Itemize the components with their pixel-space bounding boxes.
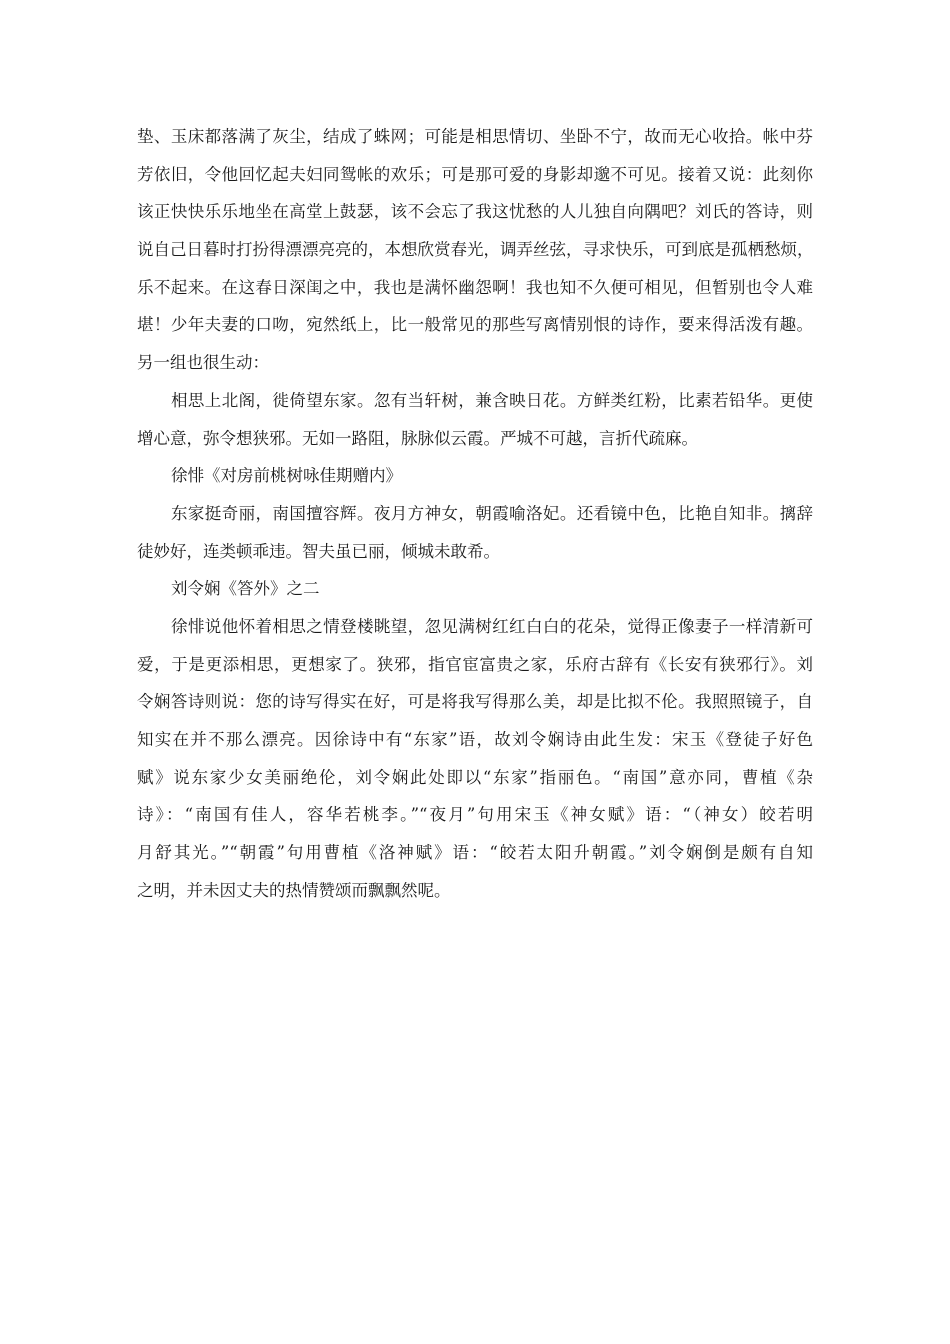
text-line: 徐悱说他怀着相思之情登楼眺望，忽见满树红红白白的花朵，觉得正像妻子一样清新可 [171, 616, 813, 636]
text-line: 乐不起来。在这春日深闺之中，我也是满怀幽怨啊！我也知不久便可相见，但暂别也令人难 [137, 277, 813, 297]
poem-line: 东家挺奇丽，南国擅容辉。夜月方神女，朝霞喻洛妃。还看镜中色，比艳自知非。摛辞 [171, 503, 813, 523]
attribution-line: 刘令娴《答外》之二 [171, 579, 320, 599]
text-line: 知实在并不那么漂亮。因徐诗中有“东家”语，故刘令娴诗由此生发：宋玉《登徒子好色 [137, 730, 813, 749]
paragraph-commentary-2 [137, 608, 813, 910]
text-line: 赋》说东家少女美丽绝伦，刘令娴此处即以“东家”指丽色。“南国”意亦同，曹植《杂 [137, 767, 813, 787]
text-line: 诗》：“南国有佳人，容华若桃李。”“夜月”句用宋玉《神女赋》语：“（神女）皎若明 [137, 805, 813, 825]
text-line: 爱，于是更添相思，更想家了。狭邪，指官宦富贵之家，乐府古辞有《长安有狭邪行》。刘 [137, 654, 813, 674]
text-line: 垫、玉床都落满了灰尘，结成了蛛网；可能是相思情切、坐卧不宁，故而无心收拾。帐中芬 [137, 127, 813, 146]
text-line: 另一组也很生动： [137, 353, 269, 373]
poem-line: 相思上北阁，徙倚望东家。忽有当轩树，兼含映日花。方鲜类红粉，比素若铅华。更使 [171, 390, 813, 410]
poem-attribution-liu-lingxian [137, 570, 813, 608]
text-line: 说自己日暮时打扮得漂漂亮亮的，本想欣赏春光，调弄丝弦，寻求快乐，可到底是孤栖愁烦， [137, 240, 814, 260]
poem-xu-fei [137, 382, 813, 457]
poem-attribution-xu-fei [137, 457, 813, 495]
text-line: 芳依旧，令他回忆起夫妇同鸳帐的欢乐；可是那可爱的身影却邈不可见。接着又说：此刻你 [137, 164, 813, 184]
attribution-line: 徐悱《对房前桃树咏佳期赠内》 [171, 466, 402, 486]
poem-line: 增心意，弥令想狭邪。无如一路阻，脉脉似云霞。严城不可越，言折代疏麻。 [137, 428, 698, 448]
poem-liu-lingxian [137, 495, 813, 570]
document-page [137, 118, 813, 909]
text-line: 之明，并未因丈夫的热情赞颂而飘飘然呢。 [137, 880, 451, 900]
text-line: 令娴答诗则说：您的诗写得实在好，可是将我写得那么美，却是比拟不伦。我照照镜子，自 [137, 692, 813, 712]
paragraph-commentary-1 [137, 118, 813, 382]
poem-line: 徒妙好，连类顿乖违。智夫虽已丽，倾城未敢希。 [137, 541, 500, 561]
text-line: 该正快快乐乐地坐在高堂上鼓瑟，该不会忘了我这忧愁的人儿独自向隅吧？刘氏的答诗，则 [137, 202, 813, 222]
text-line: 堪！少年夫妻的口吻，宛然纸上，比一般常见的那些写离情别恨的诗作，要来得活泼有趣。 [137, 315, 813, 335]
text-line: 月舒其光。”“朝霞”句用曹植《洛神赋》语：“皎若太阳升朝霞。”刘令娴倒是颇有自知 [137, 843, 813, 863]
